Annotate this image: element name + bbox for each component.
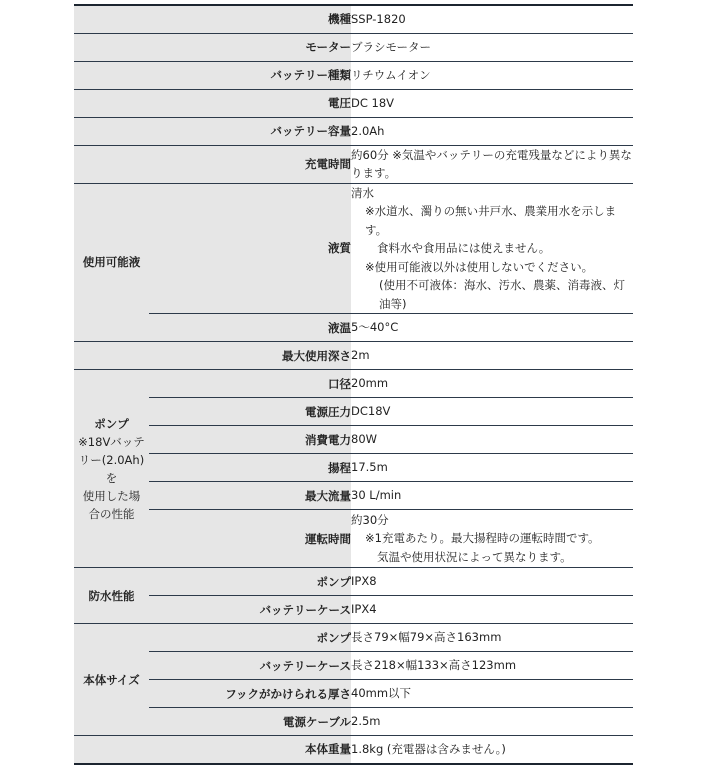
row-voltage [74, 89, 633, 117]
row-waterproof-battery [74, 596, 633, 624]
value-voltage: DC 18V [351, 89, 633, 117]
label-size-hook: フックがかけられる厚さ [149, 680, 351, 708]
value-battery-type: リチウムイオン [351, 61, 633, 89]
label-waterproof-battery: バッテリーケース [149, 596, 351, 624]
pump-group-note3: 使用した場 [82, 488, 141, 503]
label-pump-voltage: 電源圧力 [149, 398, 351, 426]
value-pump-voltage: DC18V [351, 398, 633, 426]
label-pump-diameter: 口径 [149, 370, 351, 398]
label-voltage: 電圧 [74, 89, 351, 117]
group-pump [74, 370, 149, 568]
label-weight: 本体重量 [74, 736, 351, 764]
label-liquid-temp: 液温 [149, 314, 351, 342]
value-liquid [351, 183, 633, 314]
run-time-line2: ※1充電あたり。最大揚程時の運転時間です。 [365, 531, 600, 546]
row-liquid-temp [74, 314, 633, 342]
label-battery-capacity: バッテリー容量 [74, 117, 351, 145]
value-waterproof-battery: IPX4 [351, 596, 633, 624]
label-size-battery: バッテリーケース [149, 652, 351, 680]
label-pump-max-flow: 最大流量 [149, 482, 351, 510]
value-weight: 1.8kg (充電器は含みません。) [351, 736, 633, 764]
row-max-depth [74, 342, 633, 370]
row-pump-voltage [74, 398, 633, 426]
row-model [74, 5, 633, 33]
value-pump-run-time [351, 510, 633, 568]
label-motor: モーター [74, 33, 351, 61]
value-size-battery: 長さ218×幅133×高さ123mm [351, 652, 633, 680]
liquid-line2: ※水道水、濁りの無い井戸水、農業用水を示します。 [365, 204, 617, 237]
value-pump-consumption: 80W [351, 426, 633, 454]
row-size-cable [74, 708, 633, 736]
pump-group-title: ポンプ [94, 416, 129, 431]
row-size-battery [74, 652, 633, 680]
row-pump-head [74, 454, 633, 482]
row-battery-capacity [74, 117, 633, 145]
run-time-line3: 気温や使用状況によって異なります。 [377, 549, 572, 564]
row-pump-diameter [74, 370, 633, 398]
label-charge-time: 充電時間 [74, 145, 351, 183]
label-size-pump: ポンプ [149, 624, 351, 652]
row-size-pump [74, 624, 633, 652]
pump-group-note4: 合の性能 [88, 506, 135, 521]
value-max-depth: 2m [351, 342, 633, 370]
value-liquid-temp: 5～40°C [351, 314, 633, 342]
row-battery-type [74, 61, 633, 89]
row-pump-consumption [74, 426, 633, 454]
spec-table [74, 4, 633, 765]
value-waterproof-pump: IPX8 [351, 568, 633, 596]
label-model: 機種 [74, 5, 351, 33]
label-battery-type: バッテリー種類 [74, 61, 351, 89]
row-charge-time [74, 145, 633, 183]
value-motor: ブラシモーター [351, 33, 633, 61]
row-pump-max-flow [74, 482, 633, 510]
label-pump-head: 揚程 [149, 454, 351, 482]
liquid-line5: (使用不可液体：海水、汚水、農薬、消毒液、灯油等) [379, 278, 625, 311]
liquid-line1: 清水 [351, 185, 374, 200]
label-liquid: 液質 [149, 183, 351, 314]
liquid-line4: ※使用可能液以外は使用しないでください。 [365, 259, 594, 274]
value-size-pump: 長さ79×幅79×高さ163mm [351, 624, 633, 652]
label-pump-consumption: 消費電力 [149, 426, 351, 454]
value-pump-max-flow: 30 L/min [351, 482, 633, 510]
liquid-line3: 食料水や食用品には使えません。 [377, 241, 551, 255]
row-waterproof-pump [74, 568, 633, 596]
pump-group-note2: リー(2.0Ah)を [78, 452, 145, 485]
row-pump-run-time [74, 510, 633, 568]
group-waterproof: 防水性能 [74, 568, 149, 624]
pump-group-note1: ※18Vバッテ [78, 434, 145, 449]
value-pump-head: 17.5m [351, 454, 633, 482]
run-time-line1: 約30分 [351, 512, 389, 527]
row-weight [74, 736, 633, 764]
label-size-cable: 電源ケーブル [149, 708, 351, 736]
row-size-hook [74, 680, 633, 708]
value-size-hook: 40mm以下 [351, 680, 633, 708]
value-model: SSP-1820 [351, 5, 633, 33]
row-liquid [74, 183, 633, 314]
value-battery-capacity: 2.0Ah [351, 117, 633, 145]
label-pump-run-time: 運転時間 [149, 510, 351, 568]
group-body-size: 本体サイズ [74, 624, 149, 736]
row-motor [74, 33, 633, 61]
value-size-cable: 2.5m [351, 708, 633, 736]
value-charge-time: 約60分 ※気温やバッテリーの充電残量などにより異なります。 [351, 145, 633, 183]
value-pump-diameter: 20mm [351, 370, 633, 398]
label-max-depth: 最大使用深さ [74, 342, 351, 370]
label-waterproof-pump: ポンプ [149, 568, 351, 596]
group-usable-liquid: 使用可能液 [74, 183, 149, 342]
